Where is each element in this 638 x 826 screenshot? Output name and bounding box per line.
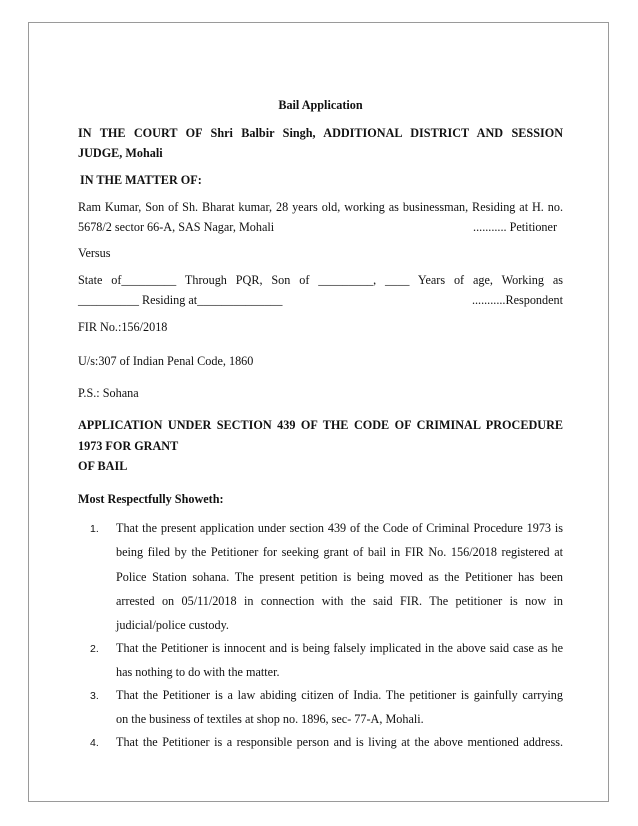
respondent-role: ...........Respondent (471, 293, 563, 307)
petitioner-line-2 (78, 220, 563, 235)
list-item-line: judicial/police custody. (116, 618, 229, 632)
list-item-line: has nothing to do with the matter. (116, 665, 280, 679)
list-item-number: 3. (90, 690, 99, 702)
list-item-line: That the Petitioner is innocent and is being falsely implicated in the above said case as he (116, 641, 563, 655)
respondent-line-1: State of_________ Through PQR, Son of _________, ____ Years of age, Working as (78, 273, 563, 287)
list-item-line: That the Petitioner is a responsible person and is living at the above mentioned address. (116, 735, 563, 749)
document-title: Bail Application (278, 98, 363, 112)
penal-section: U/s:307 of Indian Penal Code, 1860 (78, 354, 254, 368)
list-item-line: on the business of textiles at shop no. 1896, sec- 77-A, Mohali. (116, 712, 424, 726)
petitioner-address: 5678/2 sector 66-A, SAS Nagar, Mohali (78, 220, 275, 234)
list-item-line: arrested on 05/11/2018 in connection with the said FIR. The petitioner is now in (116, 594, 563, 608)
police-station: P.S.: Sohana (78, 386, 139, 400)
court-line-1: IN THE COURT OF Shri Balbir Singh, ADDITIONAL DISTRICT AND SESSION (78, 126, 563, 140)
list-item-number: 1. (90, 523, 99, 535)
list-item-number: 4. (90, 737, 99, 749)
respondent-residence: __________ Residing at______________ (78, 293, 283, 307)
showeth-heading: Most Respectfully Showeth: (78, 492, 224, 506)
court-line-2: JUDGE, Mohali (78, 146, 163, 160)
fir-number: FIR No.:156/2018 (78, 320, 168, 334)
list-item-number: 2. (90, 643, 99, 655)
application-heading-line-1: APPLICATION UNDER SECTION 439 OF THE CODE OF CRIMINAL PROCEDURE (78, 418, 563, 432)
petitioner-line-1: Ram Kumar, Son of Sh. Bharat kumar, 28 years old, working as businessman, Residing at H. no. (78, 200, 563, 214)
respondent-line-2 (78, 293, 563, 308)
list-item-line: being filed by the Petitioner for seeking grant of bail in FIR No. 156/2018 registered at (116, 545, 563, 559)
petitioner-role: ........... Petitioner (473, 220, 557, 234)
list-item-line: That the present application under section 439 of the Code of Criminal Procedure 1973 is (116, 521, 563, 535)
application-heading-line-2: 1973 FOR GRANT (78, 439, 179, 453)
list-item-line: Police Station sohana. The present petition is being moved as the Petitioner has been (116, 570, 563, 584)
application-heading-line-3: OF BAIL (78, 459, 128, 473)
list-item-line: That the Petitioner is a law abiding citizen of India. The petitioner is gainfully carrying (116, 688, 563, 702)
matter-heading: IN THE MATTER OF: (80, 173, 202, 187)
versus-label: Versus (78, 246, 111, 260)
